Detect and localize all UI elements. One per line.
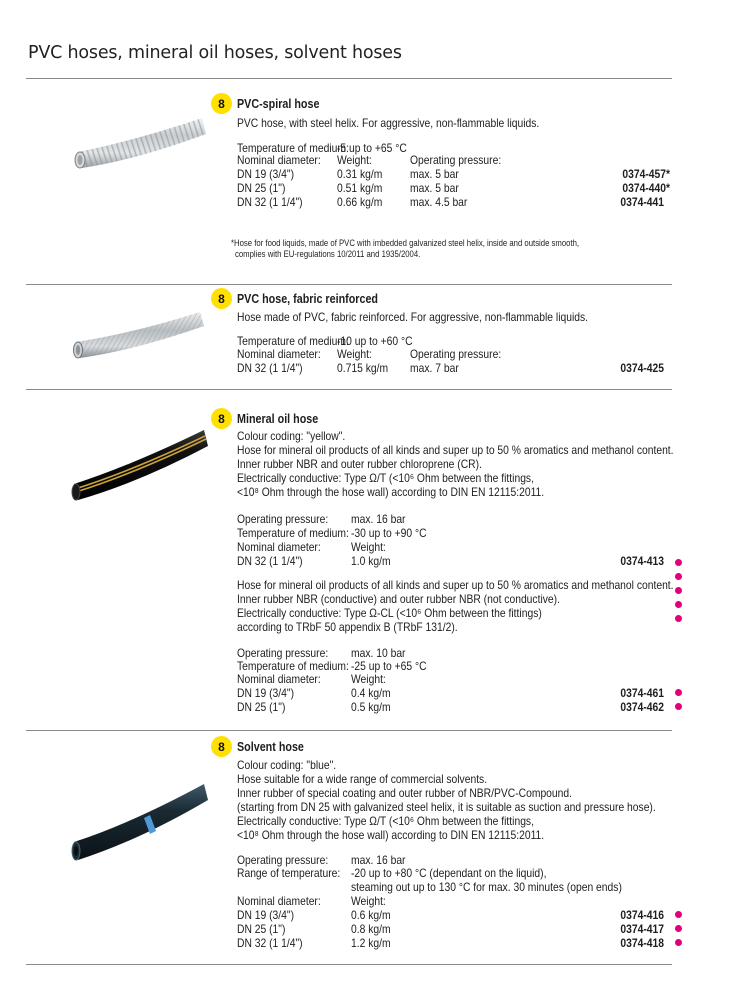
section-description: <10⁸ Ohm through the hose wall) according to DIN EN 12115:2011. [237, 485, 545, 499]
section-description: <10⁸ Ohm through the hose wall) according to DIN EN 12115:2011. [237, 828, 545, 842]
section-description: Inner rubber of special coating and outer rubber of NBR/PVC-Compound. [237, 786, 573, 800]
divider [26, 964, 672, 965]
section-title: Mineral oil hose [237, 412, 319, 426]
section-description: Inner rubber NBR (conductive) and outer rubber NBR (not conductive). [237, 592, 560, 606]
section-description: Electrically conductive: Type Ω/T (<10⁶ Ohm between the fittings, [237, 471, 534, 485]
section-description: Electrically conductive: Type Ω-CL (<10⁶ Ohm between the fittings) [237, 606, 542, 620]
marker-dot [675, 601, 682, 608]
article-number: 0374-418 [620, 936, 664, 950]
marker-dot [675, 559, 682, 566]
section-description: Colour coding: "yellow". [237, 429, 346, 443]
section-description: Electrically conductive: Type Ω/T (<10⁶ Ohm between the fittings, [237, 814, 534, 828]
divider [26, 389, 672, 390]
pvc-spiral-hose-image [70, 100, 210, 180]
section-description: Colour coding: "blue". [237, 758, 337, 772]
pvc-fabric-hose-image [70, 300, 210, 370]
article-number: 0374-425 [620, 361, 664, 375]
marker-dot [675, 703, 682, 710]
section-title: PVC hose, fabric reinforced [237, 292, 378, 306]
article-number: 0374-413 [620, 554, 664, 568]
article-number: 0374-461 [620, 686, 664, 700]
section-title: Solvent hose [237, 740, 304, 754]
marker-dot [675, 939, 682, 946]
section-description: Inner rubber NBR and outer rubber chloroprene (CR). [237, 457, 482, 471]
article-number: 0374-440* [622, 181, 670, 195]
article-number: 0374-417 [620, 922, 664, 936]
article-number: 0374-462 [620, 700, 664, 714]
solvent-hose-image [70, 770, 210, 870]
section-description: PVC hose, with steel helix. For aggressive, non-flammable liquids. [237, 116, 540, 130]
section-description: Hose suitable for a wide range of commercial solvents. [237, 772, 488, 786]
marker-dot [675, 615, 682, 622]
category-badge: 8 [211, 288, 232, 309]
category-badge: 8 [211, 93, 232, 114]
marker-dot [675, 689, 682, 696]
divider [26, 730, 672, 731]
section-description: (starting from DN 25 with galvanized steel helix, it is suitable as suction and pressure hose). [237, 800, 656, 814]
section-description: according to TRbF 50 appendix B (TRbF 131/2). [237, 620, 458, 634]
divider [26, 78, 672, 79]
category-badge: 8 [211, 736, 232, 757]
marker-dot [675, 573, 682, 580]
section-description: Hose made of PVC, fabric reinforced. For aggressive, non-flammable liquids. [237, 310, 589, 324]
marker-dot [675, 587, 682, 594]
section-description: Hose for mineral oil products of all kinds and super up to 50 % aromatics and methanol content. [237, 578, 674, 592]
article-number: 0374-457* [622, 167, 670, 181]
divider [26, 284, 672, 285]
page-title: PVC hoses, mineral oil hoses, solvent hoses [28, 43, 402, 63]
article-number: 0374-441 [620, 195, 664, 209]
section-description: Hose for mineral oil products of all kinds and super up to 50 % aromatics and methanol content. [237, 443, 674, 457]
footnote: *Hose for food liquids, made of PVC with imbedded galvanized steel helix, inside and outside smooth, [231, 238, 580, 248]
mineral-oil-hose-image [70, 420, 210, 510]
marker-dot [675, 925, 682, 932]
category-badge: 8 [211, 408, 232, 429]
article-number: 0374-416 [620, 908, 664, 922]
marker-dot [675, 911, 682, 918]
footnote: complies with EU-regulations 10/2011 and 1935/2004. [235, 249, 421, 259]
section-title: PVC-spiral hose [237, 97, 320, 111]
